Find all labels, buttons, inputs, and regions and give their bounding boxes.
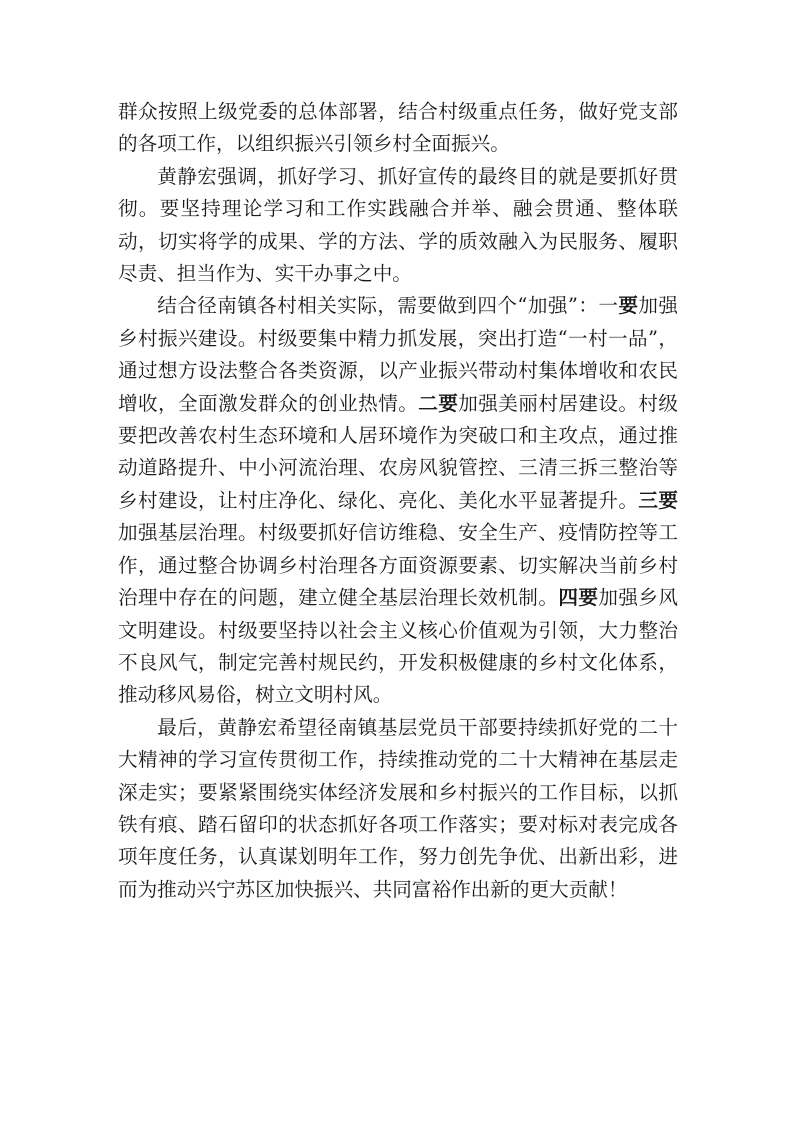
paragraph-3-intro: 结合径南镇各村相关实际，需要做到四个“加强”：一 — [157, 294, 619, 318]
paragraph-1 — [118, 96, 678, 161]
paragraph-1-text: 群众按照上级党委的总体部署，结合村级重点任务，做好党支部的各项工作，以组织振兴引领乡村全面振兴。 — [118, 100, 678, 156]
point-two-text: 加强美丽村居建设。村级要把改善农村生态环境和人居环境作为突破口和主攻点，通过推动道路提升、中小河流治理、农房风貌管控、三清三拆三整治等乡村建设，让村庄净化、绿化、亮化、美化水平显著提升。 — [118, 391, 679, 512]
paragraph-2-text: 黄静宏强调，抓好学习、抓好宣传的最终目的就是要抓好贯彻。要坚持理论学习和工作实践融合并举、融会贯通、整体联动，切实将学的成果、学的方法、学的质效融入为民服务、履职尽责、担当作为、实干办事之中。 — [118, 164, 678, 286]
paragraph-2 — [118, 161, 678, 291]
point-four-marker: 四要 — [558, 586, 599, 610]
paragraph-4-text: 最后，黄静宏希望径南镇基层党员干部要持续抓好党的二十大精神的学习宣传贯彻工作，持续推动党的二十大精神在基层走深走实；要紧紧围绕实体经济发展和乡村振兴的工作目标，以抓铁有痕、踏石留印的状态抓好各项工作落实；要对标对表完成各项年度任务，认真谋划明年工作，努力创先争优、出新出彩，进而为推动兴宁苏区加快振兴、共同富裕作出新的更大贡献！ — [118, 715, 678, 901]
point-three-text: 加强基层治理。村级要抓好信访维稳、安全生产、疫情防控等工作，通过整合协调乡村治理各方面资源要素、切实解决当前乡村治理中存在的问题，建立健全基层治理长效机制。 — [118, 521, 678, 610]
article-body — [118, 96, 678, 906]
point-two-marker: 二要 — [418, 391, 459, 415]
point-three-marker: 三要 — [638, 488, 678, 512]
point-one-marker: 要 — [618, 294, 639, 318]
point-four-text: 加强乡风文明建设。村级要坚持以社会主义核心价值观为引领，大力整治不良风气，制定完善村规民约，开发积极健康的乡村文化体系，推动移风易俗，树立文明村风。 — [118, 586, 679, 707]
paragraph-4 — [118, 712, 678, 906]
point-one-text: 加强乡村振兴建设。村级要集中精力抓发展，突出打造“一村一品”，通过想方设法整合各类资源，以产业振兴带动村集体增收和农民增收，全面激发群众的创业热情。 — [118, 294, 678, 415]
paragraph-3 — [118, 290, 678, 711]
